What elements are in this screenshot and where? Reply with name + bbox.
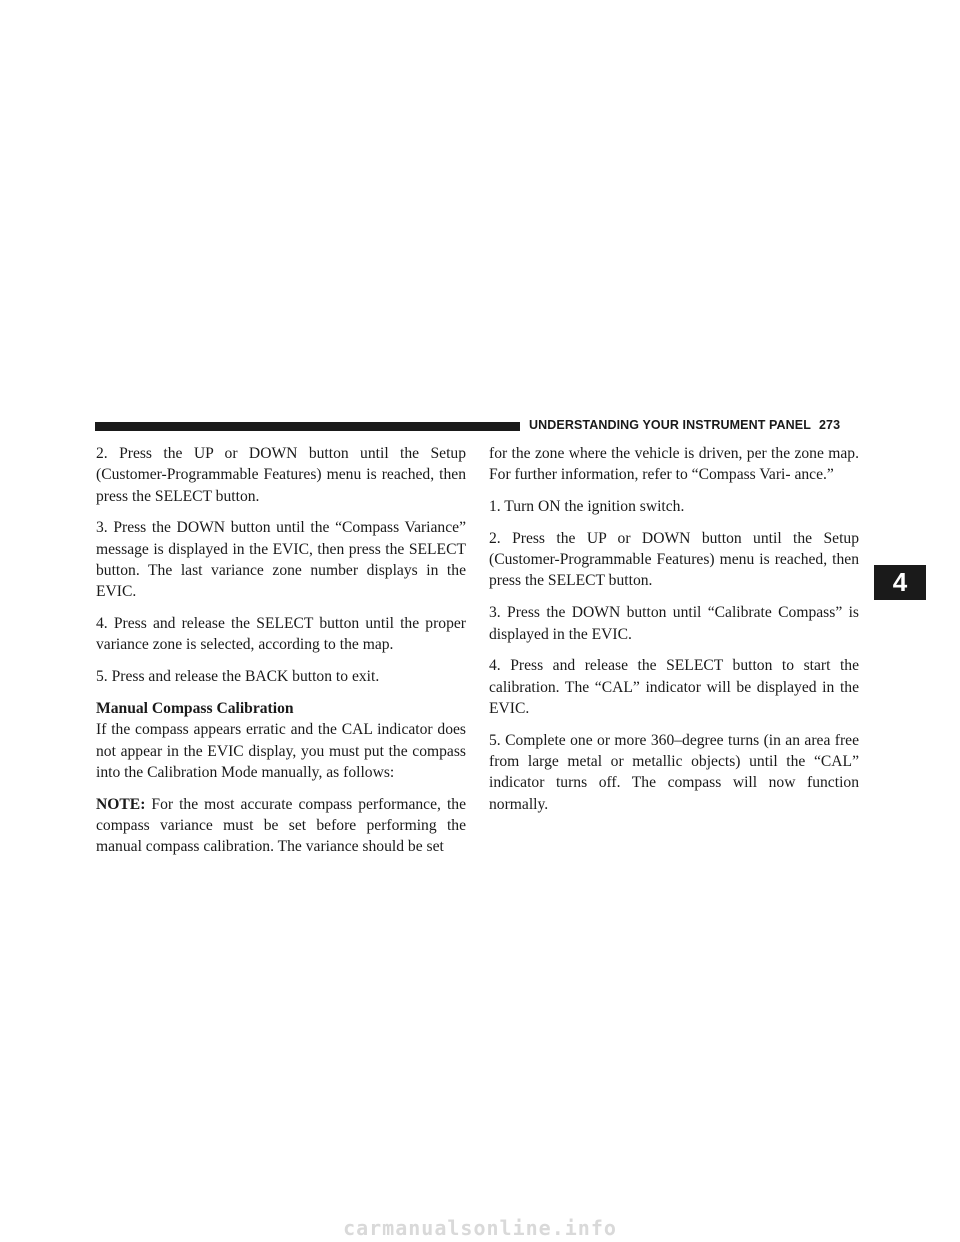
right-step-4: 4. Press and release the SELECT button to start the calibration. The “CAL” indicator will be displayed in the EVIC. xyxy=(489,657,859,717)
right-step-3: 3. Press the DOWN button until “Calibrate Compass” is displayed in the EVIC. xyxy=(489,604,859,643)
section-title: UNDERSTANDING YOUR INSTRUMENT PANEL xyxy=(529,418,811,432)
right-step-1: 1. Turn ON the ignition switch. xyxy=(489,498,685,516)
chapter-tab: 4 xyxy=(874,565,926,600)
left-step-4: 4. Press and release the SELECT button until the proper variance zone is selected, according to the map. xyxy=(96,615,466,654)
page-number: 273 xyxy=(818,418,841,432)
left-step-3: 3. Press the DOWN button until the “Compass Variance” message is displayed in the EVIC, then press the SELECT button. The last variance zone number displays in the EVIC. xyxy=(96,519,466,601)
left-step-2: 2. Press the UP or DOWN button until the Setup (Customer-Programmable Features) menu is reached, then press the SELECT button. xyxy=(96,445,466,505)
section-heading: Manual Compass Calibration xyxy=(96,699,294,717)
note-label: NOTE: xyxy=(96,795,146,813)
note-paragraph xyxy=(96,794,466,858)
right-step-5: 5. Complete one or more 360–degree turns (in an area free from large metal or metallic objects) until the “CAL” indicator turns off. The compass will now function normally. xyxy=(489,731,859,813)
intro-paragraph: If the compass appears erratic and the CAL indicator does not appear in the EVIC display, you must put the compass into the Calibration Mode manually, as follows: xyxy=(96,721,466,781)
watermark-text: carmanualsonline.info xyxy=(343,1216,617,1240)
left-step-5: 5. Press and release the BACK button to exit. xyxy=(96,668,380,686)
running-header xyxy=(529,418,840,432)
left-column xyxy=(96,443,466,868)
header-rule xyxy=(95,422,520,431)
right-step-2: 2. Press the UP or DOWN button until the Setup (Customer-Programmable Features) menu is reached, then press the SELECT button. xyxy=(489,529,859,590)
right-column xyxy=(489,443,859,825)
note-continuation: for the zone where the vehicle is driven, per the zone map. For further information, refer to “Compass Vari- ance.” xyxy=(489,445,859,484)
note-text: For the most accurate compass performance, the compass variance must be set before performing the manual compass calibration. The variance should be set xyxy=(96,795,466,856)
